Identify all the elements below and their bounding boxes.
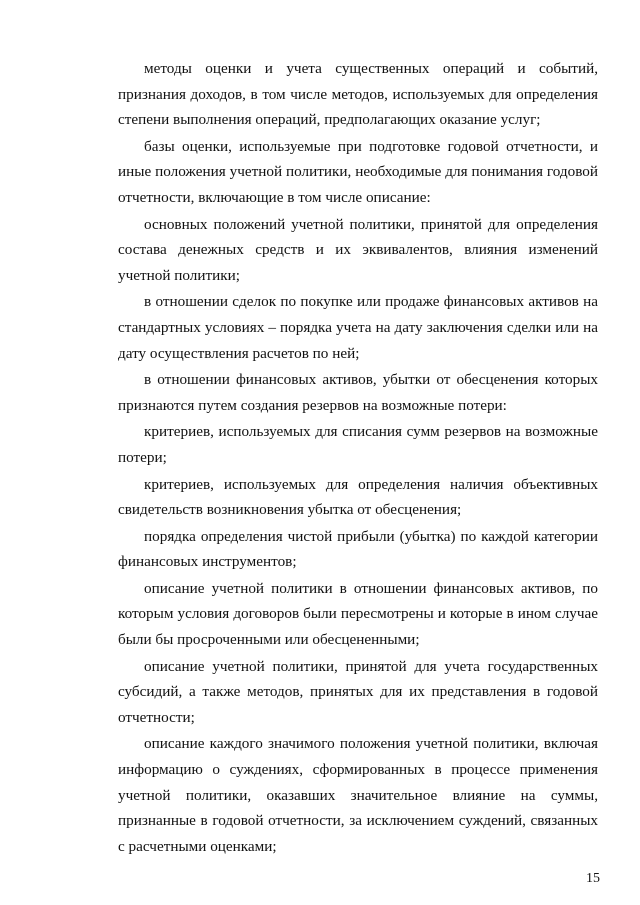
paragraph: описание каждого значимого положения учетной политики, включая информацию о суждениях, сформированных в процессе применения учетной политики, оказавших значительное влияние на суммы, признанные в годовой отчетности, за исключением суждений, связанных с расчетными оценками; [118,735,598,855]
paragraph: в отношении финансовых активов, убытки от обесценения которых признаются путем создания резервов на возможные потери: [118,371,598,414]
paragraph: базы оценки, используемые при подготовке годовой отчетности, и иные положения учетной политики, необходимые для понимания годовой отчетности, включающие в том числе описание: [118,137,598,206]
paragraph: критериев, используемых для определения наличия объективных свидетельств возникновения убытка от обесценения; [118,475,598,519]
paragraph: порядка определения чистой прибыли (убытка) по каждой категории финансовых инструментов; [118,527,598,571]
paragraph: описание учетной политики в отношении финансовых активов, по которым условия договоров были пересмотрены и которые в ином случае были бы просроченными или обесцененными; [118,579,598,649]
paragraph: описание учетной политики, принятой для учета государственных субсидий, а также методов, принятых для их представления в годовой отчетности; [118,657,598,726]
paragraph: методы оценки и учета существенных операций и событий, признания доходов, в том числе методов, используемых для определения степени выполнения операций, предполагающих оказание услуг; [118,60,598,129]
paragraph: критериев, используемых для списания сумм резервов на возможные потери; [118,423,598,466]
paragraph: в отношении сделок по покупке или продаже финансовых активов на стандартных условиях – порядка учета на дату заключения сделки или на дату осуществления расчетов по ней; [118,293,598,362]
page-number: 15 [586,871,600,886]
document-body [118,56,598,860]
paragraph: основных положений учетной политики, принятой для определения состава денежных средств и их эквивалентов, влияния изменений учетной политики; [118,215,598,284]
